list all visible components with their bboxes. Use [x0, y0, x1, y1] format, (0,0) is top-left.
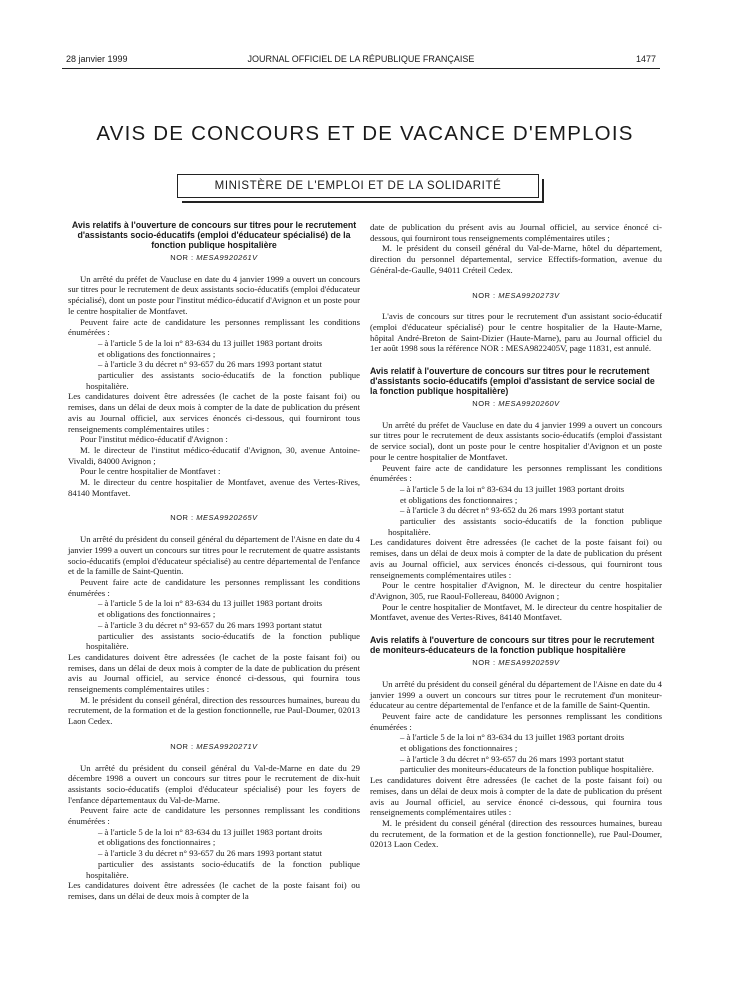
paragraph: M. le directeur de l'institut médico-éducatif d'Avignon, 30, avenue Antoine-Vivaldi, 84000 Avignon ;	[68, 444, 360, 466]
paragraph: M. le directeur du centre hospitalier de Montfavet, avenue des Vertes-Rives, 84140 Montfavet.	[68, 477, 360, 498]
paragraph: Peuvent faire acte de candidature les personnes remplissant les conditions énumérées :	[68, 805, 360, 827]
paragraph: Peuvent faire acte de candidature les personnes remplissant les conditions énumérées :	[68, 316, 360, 338]
paragraph: Les candidatures doivent être adressées (le cachet de la poste faisant foi) ou remises, dans un délai de deux mois à compter de la date de publication du présent avis au Journal officiel, aux services énoncés ci-dessous, qui fourniront tous renseignements complémentaires utiles :	[370, 537, 662, 580]
nor-reference: NOR : MESA9920259V	[472, 658, 560, 668]
paragraph: Un arrêté du président du conseil général du département de l'Aisne en date du 4 janvier 1999 a ouvert un concours sur titres pour le recrutement de quatre assistants socio-éducatifs (emploi d'éducateur spécialisé) au centre départemental de l'enfance et de la famille de Saint-Quentin.	[68, 534, 360, 577]
paragraph: Un arrêté du préfet de Vaucluse en date du 4 janvier 1999 a ouvert un concours sur titres pour le recrutement de deux assistants socio-éducatifs (emploi d'assistant de service social), dont un poste pour le centre hospitalier d'Avignon et un poste pour le centre hospitalier de Montfavet.	[370, 419, 662, 462]
nor-reference: NOR : MESA9920271V	[170, 741, 258, 751]
list-item: particulier des assistants socio-éducatifs de la fonction publique hospitalière.	[86, 370, 360, 391]
list-item: et obligations des fonctionnaires ;	[400, 743, 518, 754]
paragraph: Pour le centre hospitalier de Montfavet, M. le directeur du centre hospitalier de Montfavet, avenue des Vertes-Rives, 84140 Montfavet.	[370, 601, 662, 623]
paragraph: Peuvent faire acte de candidature les personnes remplissant les conditions énumérées :	[370, 710, 662, 732]
paragraph: M. le président du conseil général (direction des ressources humaines, bureau du recrutement, de la formation et de la gestion fonctionnelle), rue Paul-Doumer, 02013 Laon Cedex.	[370, 817, 662, 850]
list-item: – à l'article 5 de la loi n° 83-634 du 13 juillet 1983 portant droits	[98, 826, 323, 837]
list-item: particulier des moniteurs-éducateurs de la fonction publique hospitalière.	[400, 764, 654, 775]
header-rule	[62, 68, 660, 69]
paragraph: Peuvent faire acte de candidature les personnes remplissant les conditions énumérées :	[68, 576, 360, 598]
list-item: – à l'article 5 de la loi n° 83-634 du 13 juillet 1983 portant droits	[98, 598, 323, 609]
paragraph: Un arrêté du président du conseil général du Val-de-Marne en date du 29 décembre 1998 a ouvert un concours sur titres pour le recrutement de dix-huit assistants socio-éducatifs (emploi d'éducateur spécialisé) pour les foyers de l'enfance départementaux du Val-de-Marne.	[68, 762, 360, 805]
list-item: – à l'article 3 du décret n° 93-657 du 26 mars 1993 portant statut	[400, 753, 624, 764]
paragraph: Pour le centre hospitalier de Montfavet :	[80, 466, 221, 477]
issue-date: 28 janvier 1999	[66, 54, 128, 64]
list-item: et obligations des fonctionnaires ;	[98, 348, 216, 359]
paragraph: Les candidatures doivent être adressées (le cachet de la poste faisant foi) ou remises, dans un délai de deux mois à compter de la date de publication du présent avis au Journal officiel, aux services énoncés ci-dessous, qui fourniront tous renseignements complémentaires utiles :	[68, 391, 360, 434]
journal-title: JOURNAL OFFICIEL DE LA RÉPUBLIQUE FRANÇAISE	[247, 54, 475, 64]
right-column	[370, 222, 662, 850]
list-item: – à l'article 3 du décret n° 93-657 du 26 mars 1993 portant statut	[98, 359, 322, 370]
left-column	[68, 220, 360, 902]
paragraph: Un arrêté du préfet de Vaucluse en date du 4 janvier 1999 a ouvert un concours sur titres pour le recrutement de deux assistants socio-éducatifs (emploi d'éducateur spécialisé), dont un poste pour l'institut médico-éducatif d'Avignon et un poste pour le centre hospitalier de Montfavet.	[68, 273, 360, 316]
paragraph: Les candidatures doivent être adressées (le cachet de la poste faisant foi) ou remises, dans un délai de deux mois à compter de la date de publication du présent avis au Journal officiel, au service énoncé ci-dessous, qui fournira tous renseignements complémentaires utiles :	[68, 651, 360, 695]
list-item: – à l'article 3 du décret n° 93-652 du 26 mars 1993 portant statut	[400, 505, 624, 516]
section-heading: Avis relatifs à l'ouverture de concours sur titres pour le recrutement d'assistants socio-éducatifs (emploi d'éducateur spécialisé) de la fonction publique hospitalière	[71, 220, 357, 250]
page-number: 1477	[635, 54, 656, 64]
section-heading: Avis relatif à l'ouverture de concours sur titres pour le recrutement d'assistants socio-éducatifs (emploi d'assistant de service social de la fonction publique hospitalière)	[370, 366, 655, 397]
paragraph: Peuvent faire acte de candidature les personnes remplissant les conditions énumérées :	[370, 462, 662, 484]
list-item: particulier des assistants socio-éducatifs de la fonction publique hospitalière.	[86, 858, 360, 880]
paragraph: Pour le centre hospitalier d'Avignon, M. le directeur du centre hospitalier d'Avignon, 305, rue Raoul-Follereau, 84000 Avignon ;	[370, 580, 662, 601]
paragraph: Les candidatures doivent être adressées (le cachet de la poste faisant foi) ou remises, dans un délai de deux mois à compter de la	[68, 880, 360, 901]
nor-reference: NOR : MESA9920261V	[170, 253, 258, 262]
nor-reference: NOR : MESA9920273V	[472, 290, 560, 300]
paragraph: L'avis de concours sur titres pour le recrutement d'un assistant socio-éducatif (emploi d'éducateur spécialisé) pour le centre hospitalier de la Haute-Marne, hôpital André-Breton de Saint-Dizier (Haute-Marne), paru au Journal officiel du 1er août 1998 sous la référence NOR : MESA9822405V, page 11831, est annulé.	[370, 311, 662, 354]
nor-reference: NOR : MESA9920265V	[170, 513, 258, 523]
list-item: et obligations des fonctionnaires ;	[400, 494, 518, 505]
list-item: – à l'article 3 du décret n° 93-657 du 26 mars 1993 portant statut	[98, 619, 322, 630]
list-item: – à l'article 3 du décret n° 93-657 du 26 mars 1993 portant statut	[98, 848, 322, 859]
list-item: – à l'article 5 de la loi n° 83-634 du 13 juillet 1983 portant droits	[400, 483, 625, 494]
section-heading: Avis relatifs à l'ouverture de concours sur titres pour le recrutement de moniteurs-éducateurs de la fonction publique hospitalière	[370, 635, 655, 656]
list-item: – à l'article 5 de la loi n° 83-634 du 13 juillet 1983 portant droits	[400, 732, 625, 743]
paragraph: M. le président du conseil général, direction des ressources humaines, bureau du recrutement, de la formation et de la gestion fonctionnelle, rue Paul-Doumer, 02013 Laon Cedex.	[68, 694, 360, 727]
ministry-box: MINISTÈRE DE L'EMPLOI ET DE LA SOLIDARITÉ	[177, 174, 539, 198]
paragraph: Pour l'institut médico-éducatif d'Avignon :	[80, 434, 228, 445]
paragraph: Les candidatures doivent être adressées (le cachet de la poste faisant foi) ou remises, dans un délai de deux mois à compter de la date de publication du présent avis au Journal officiel, au service énoncé ci-dessous, qui fournira tous renseignements complémentaires utiles :	[370, 775, 662, 818]
paragraph: date de publication du présent avis au Journal officiel, au service énoncé ci-dessous, qui fourniront tous renseignements complémentaires utiles ;	[370, 222, 662, 243]
page-header	[66, 54, 656, 68]
nor-reference: NOR : MESA9920260V	[472, 399, 560, 409]
list-item: et obligations des fonctionnaires ;	[98, 609, 216, 620]
list-item: et obligations des fonctionnaires ;	[98, 837, 216, 848]
paragraph: Un arrêté du président du conseil général du département de l'Aisne en date du 4 janvier 1999 a ouvert un concours sur titres pour le recrutement d'un moniteur-éducateur au centre départemental de l'enfance et de la famille de Saint-Quentin.	[370, 678, 662, 711]
list-item: particulier des assistants socio-éducatifs de la fonction publique hospitalière.	[86, 630, 360, 652]
paragraph: M. le président du conseil général du Val-de-Marne, hôtel du département, direction du personnel départemental, service Effectifs-formation, avenue du Général-de-Gaulle, 94011 Créteil Cedex.	[370, 243, 662, 275]
page-title: AVIS DE CONCOURS ET DE VACANCE D'EMPLOIS	[96, 122, 634, 145]
list-item: – à l'article 5 de la loi n° 83-634 du 13 juillet 1983 portant droits	[98, 337, 323, 348]
list-item: particulier des assistants socio-éducatifs de la fonction publique hospitalière.	[388, 516, 662, 537]
